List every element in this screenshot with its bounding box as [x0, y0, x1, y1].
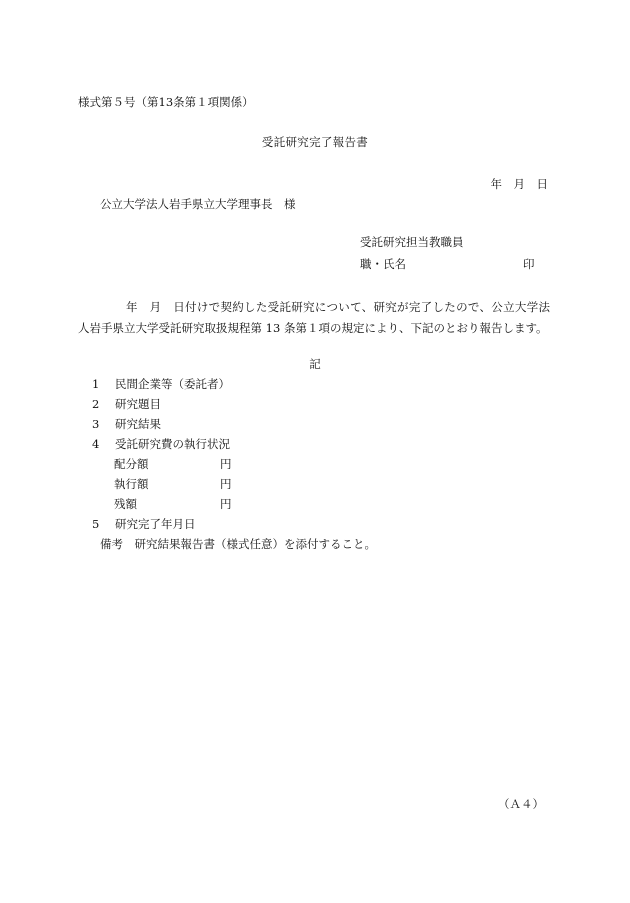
- item-number: 5: [92, 517, 100, 531]
- budget-executed: [114, 479, 232, 491]
- item-client: [92, 379, 230, 391]
- item-number: 1: [92, 377, 100, 391]
- paper-size-label: （Ａ４）: [498, 797, 544, 811]
- item-research-title: [92, 399, 161, 411]
- item-label: 民間企業等（委託者）: [115, 377, 230, 391]
- budget-label: 配分額: [114, 457, 149, 471]
- budget-unit: 円: [220, 497, 232, 511]
- budget-label: 残額: [114, 497, 137, 511]
- item-number: 3: [92, 417, 100, 431]
- budget-unit: 円: [220, 457, 232, 471]
- item-research-result: [92, 419, 161, 431]
- budget-allocated: [114, 459, 232, 471]
- document-title: 受託研究完了報告書: [261, 135, 369, 149]
- item-label: 受託研究費の執行状況: [115, 437, 230, 451]
- budget-unit: 円: [220, 477, 232, 491]
- item-number: 2: [92, 397, 100, 411]
- ki-heading: 記: [309, 357, 321, 371]
- item-label: 研究完了年月日: [115, 517, 196, 531]
- report-body: 年 月 日付けで契約した受託研究について、研究が完了したので、公立大学法人岩手県立大学受託研究取扱規程第 13 条第１項の規定により、下記のとおり報告します。: [78, 300, 550, 335]
- remarks-note: 備考 研究結果報告書（様式任意）を添付すること。: [100, 537, 376, 551]
- form-number: 様式第５号（第13条第１項関係）: [78, 95, 254, 109]
- date-line: 年 月 日: [490, 177, 548, 191]
- item-label: 研究題目: [115, 397, 161, 411]
- budget-label: 執行額: [114, 477, 149, 491]
- addressee: 公立大学法人岩手県立大学理事長 様: [100, 197, 296, 211]
- item-completion-date: [92, 519, 196, 531]
- budget-remaining: [114, 499, 232, 511]
- item-label: 研究結果: [115, 417, 161, 431]
- reporter-name-label: 職・氏名: [360, 257, 406, 271]
- reporter-role: 受託研究担当教職員: [360, 235, 464, 249]
- seal-mark: 印: [523, 257, 535, 271]
- item-budget-status: [92, 439, 230, 451]
- item-number: 4: [92, 437, 100, 451]
